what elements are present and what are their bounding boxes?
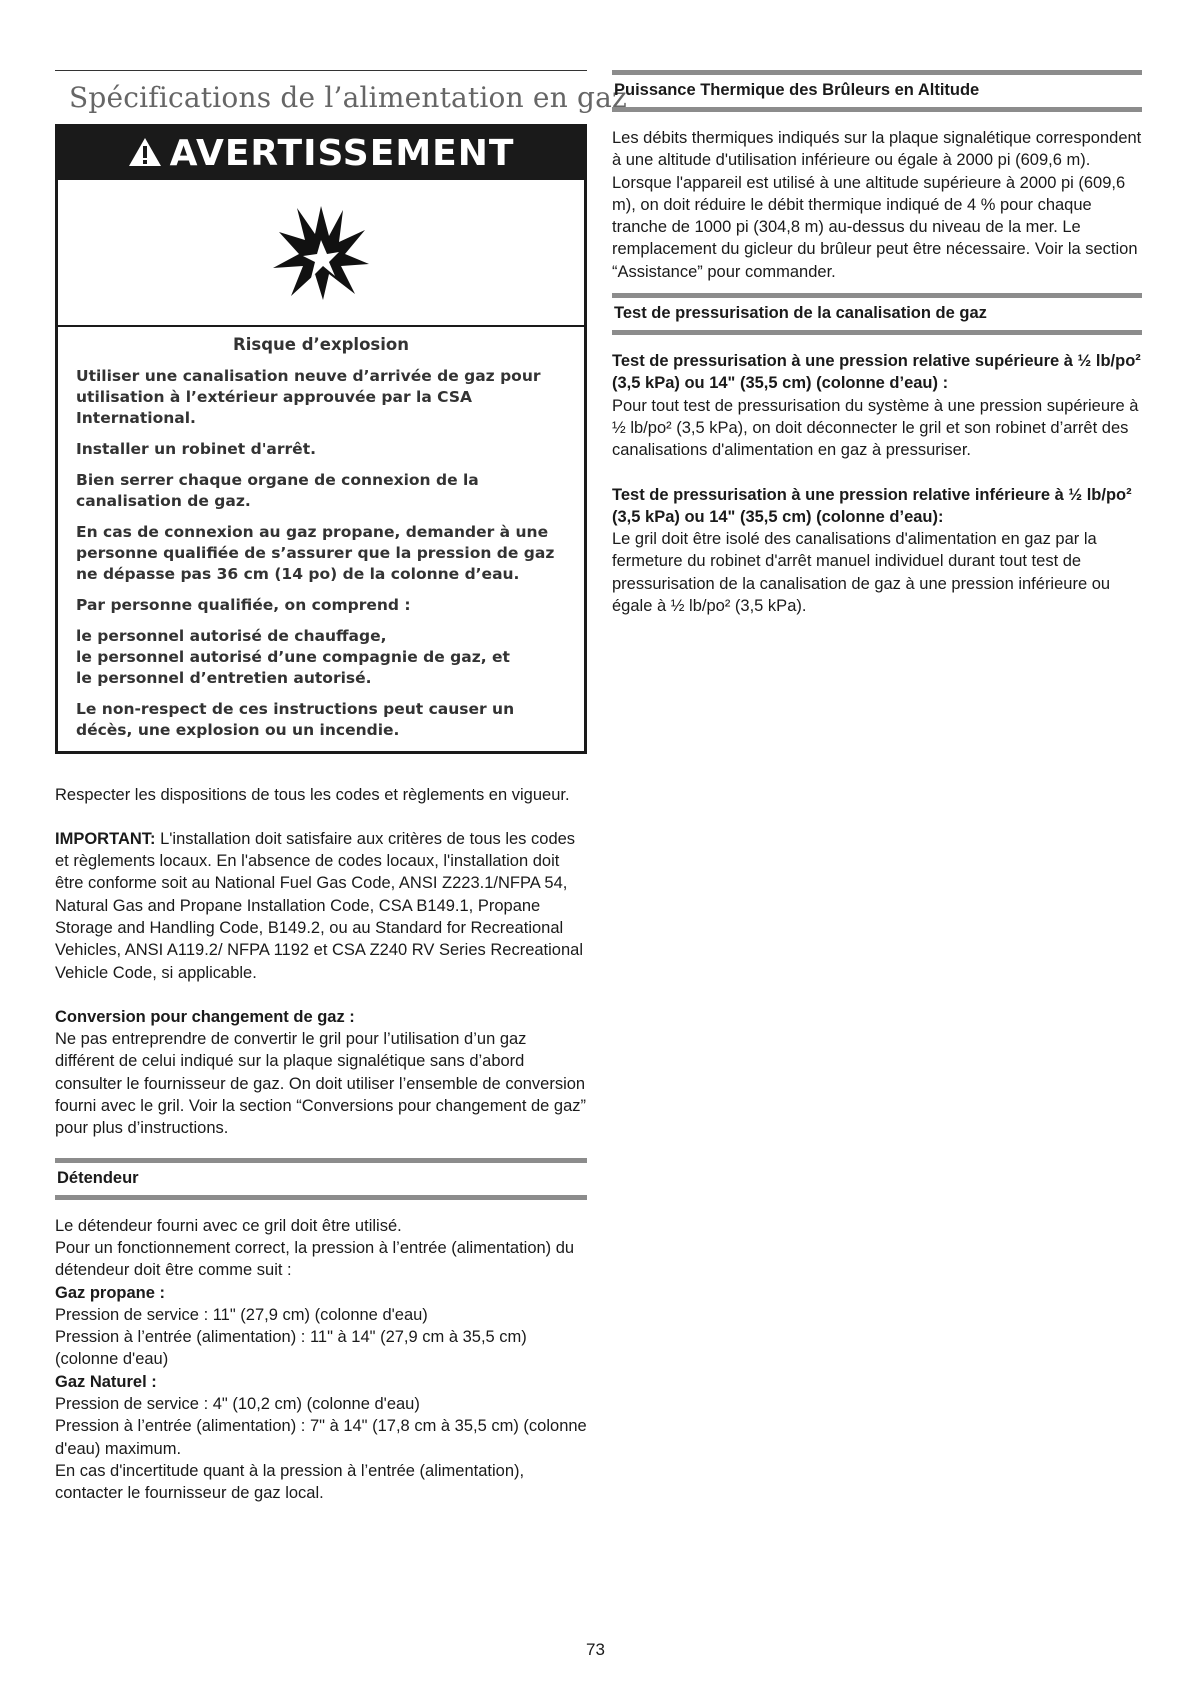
- left-column: [55, 70, 627, 1505]
- natural-service: Pression de service : 4" (10,2 cm) (colonne d'eau): [55, 1395, 420, 1414]
- altitude-text: Les débits thermiques indiqués sur la plaque signalétique correspondent à une altitude d'utilisation inférieure ou égale à 2000 pi (609,6 m). Lorsque l'appareil est utilisé à une altitude supérieure à 2000 pi (609,6 m), on doit réduire le débit thermique indiqué de 4 % pour chaque tranche de 1000 pi (304,8 m) au-dessus du niveau de la mer. Le remplacement du gicleur du brûleur peut être nécessaire. Voir la section “Assistance” pour commander.: [612, 129, 1142, 281]
- low-pressure-title: Test de pressurisation à une pression relative inférieure à ½ lb/po² (3,5 kPa) ou 14" (35,5 cm) (colonne d’eau):: [612, 485, 1132, 526]
- warning-body: [58, 327, 584, 751]
- warning-item: Utiliser une canalisation neuve d’arrivée de gaz pour utilisation à l’extérieur approuvée par la CSA International.: [76, 366, 541, 427]
- page-number: 73: [586, 1640, 605, 1659]
- warning-subitem: le personnel d’entretien autorisé.: [76, 668, 372, 687]
- propane-label: Gaz propane :: [55, 1283, 166, 1302]
- explosion-icon: [271, 202, 371, 302]
- low-pressure-text: Le gril doit être isolé des canalisations d'alimentation en gaz par la fermeture du robinet d'arrêt manuel individuel durant tout test de pressurisation de la canalisation de gaz à une pression inférieure ou égale à ½ lb/po² (3,5 kPa).: [612, 530, 1111, 616]
- warning-subitem: le personnel autorisé de chauffage,: [76, 626, 387, 645]
- warning-subitem: le personnel autorisé d’une compagnie de gaz, et: [76, 647, 510, 666]
- important-label: IMPORTANT:: [55, 829, 156, 848]
- warning-header: [58, 127, 584, 180]
- warning-item: Par personne qualifiée, on comprend :: [76, 595, 411, 614]
- warning-triangle-icon: [128, 135, 162, 176]
- detendeur-heading: Détendeur: [55, 1158, 587, 1200]
- warning-item: [76, 626, 566, 689]
- risk-title: Risque d’explosion: [233, 334, 409, 354]
- warning-item: Le non-respect de ces instructions peut causer un décès, une explosion ou un incendie.: [76, 699, 515, 739]
- warning-item: Installer un robinet d'arrêt.: [76, 439, 316, 458]
- important-text: L'installation doit satisfaire aux critères de tous les codes et règlements locaux. En l'absence de codes locaux, l'installation doit être conforme soit au National Fuel Gas Code, ANSI Z223.1/NFPA 54, Natural Gas and Propane Installation Code, CSA B149.1, Propane Storage and Handling Code, B149.2, ou au Standard for Recreational Vehicles, ANSI A119.2/ NFPA 1192 et CSA Z240 RV Series Recreational Vehicle Code, si applicable.: [55, 829, 583, 982]
- page-title: Spécifications de l’alimentation en gaz: [69, 81, 627, 114]
- warning-item: En cas de connexion au gaz propane, demander à une personne qualifiée de s’assurer que la pression de gaz ne dépasse pas 36 cm (14 po) de la colonne d’eau.: [76, 522, 555, 583]
- uncertainty-text: En cas d'incertitude quant à la pression à l’entrée (alimentation), contacter le fournisseur de gaz local.: [55, 1461, 525, 1503]
- warning-title-row: [128, 133, 515, 174]
- detendeur-intro-1: Le détendeur fourni avec ce gril doit être utilisé.: [55, 1216, 402, 1235]
- natural-inlet: Pression à l’entrée (alimentation) : 7" à 14" (17,8 cm à 35,5 cm) (colonne d'eau) maximum.: [55, 1417, 587, 1458]
- conversion-title: Conversion pour changement de gaz :: [55, 1007, 355, 1026]
- pressure-heading: Test de pressurisation de la canalisation de gaz: [612, 293, 1142, 335]
- title-block: [55, 70, 627, 114]
- codes-paragraph: Respecter les dispositions de tous les codes et règlements en vigueur.: [55, 785, 570, 804]
- propane-service: Pression de service : 11" (27,9 cm) (colonne d'eau): [55, 1305, 428, 1324]
- warning-title: AVERTISSEMENT: [169, 133, 515, 174]
- natural-label: Gaz Naturel :: [55, 1372, 157, 1391]
- high-pressure-title: Test de pressurisation à une pression relative supérieure à ½ lb/po² (3,5 kPa) ou 14" (35,5 cm) (colonne d’eau) :: [612, 352, 1141, 393]
- right-column: [612, 70, 1142, 617]
- propane-inlet: Pression à l’entrée (alimentation) : 11" à 14" (27,9 cm à 35,5 cm) (colonne d'eau): [55, 1328, 527, 1369]
- warning-box: [55, 124, 587, 754]
- detendeur-intro-2: Pour un fonctionnement correct, la pression à l’entrée (alimentation) du détendeur doit être comme suit :: [55, 1238, 575, 1280]
- high-pressure-text: Pour tout test de pressurisation du système à une pression supérieure à ½ lb/po² (3,5 kPa), on doit déconnecter le gril et son robinet d’arrêt des canalisations d'alimentation en gaz à pressuriser.: [612, 396, 1139, 460]
- important-paragraph: [55, 828, 587, 984]
- warning-item: Bien serrer chaque organe de connexion de la canalisation de gaz.: [76, 470, 479, 510]
- altitude-heading: Puissance Thermique des Brûleurs en Altitude: [612, 70, 1142, 112]
- explosion-symbol: [58, 180, 584, 327]
- conversion-text: Ne pas entreprendre de convertir le gril pour l’utilisation d’un gaz différent de celui indiqué sur la plaque signalétique sans d’abord consulter le fournisseur de gaz. On doit utiliser l’ensemble de conversion fourni avec le gril. Voir la section “Conversions pour changement de gaz” pour plus d’instructions.: [55, 1030, 587, 1138]
